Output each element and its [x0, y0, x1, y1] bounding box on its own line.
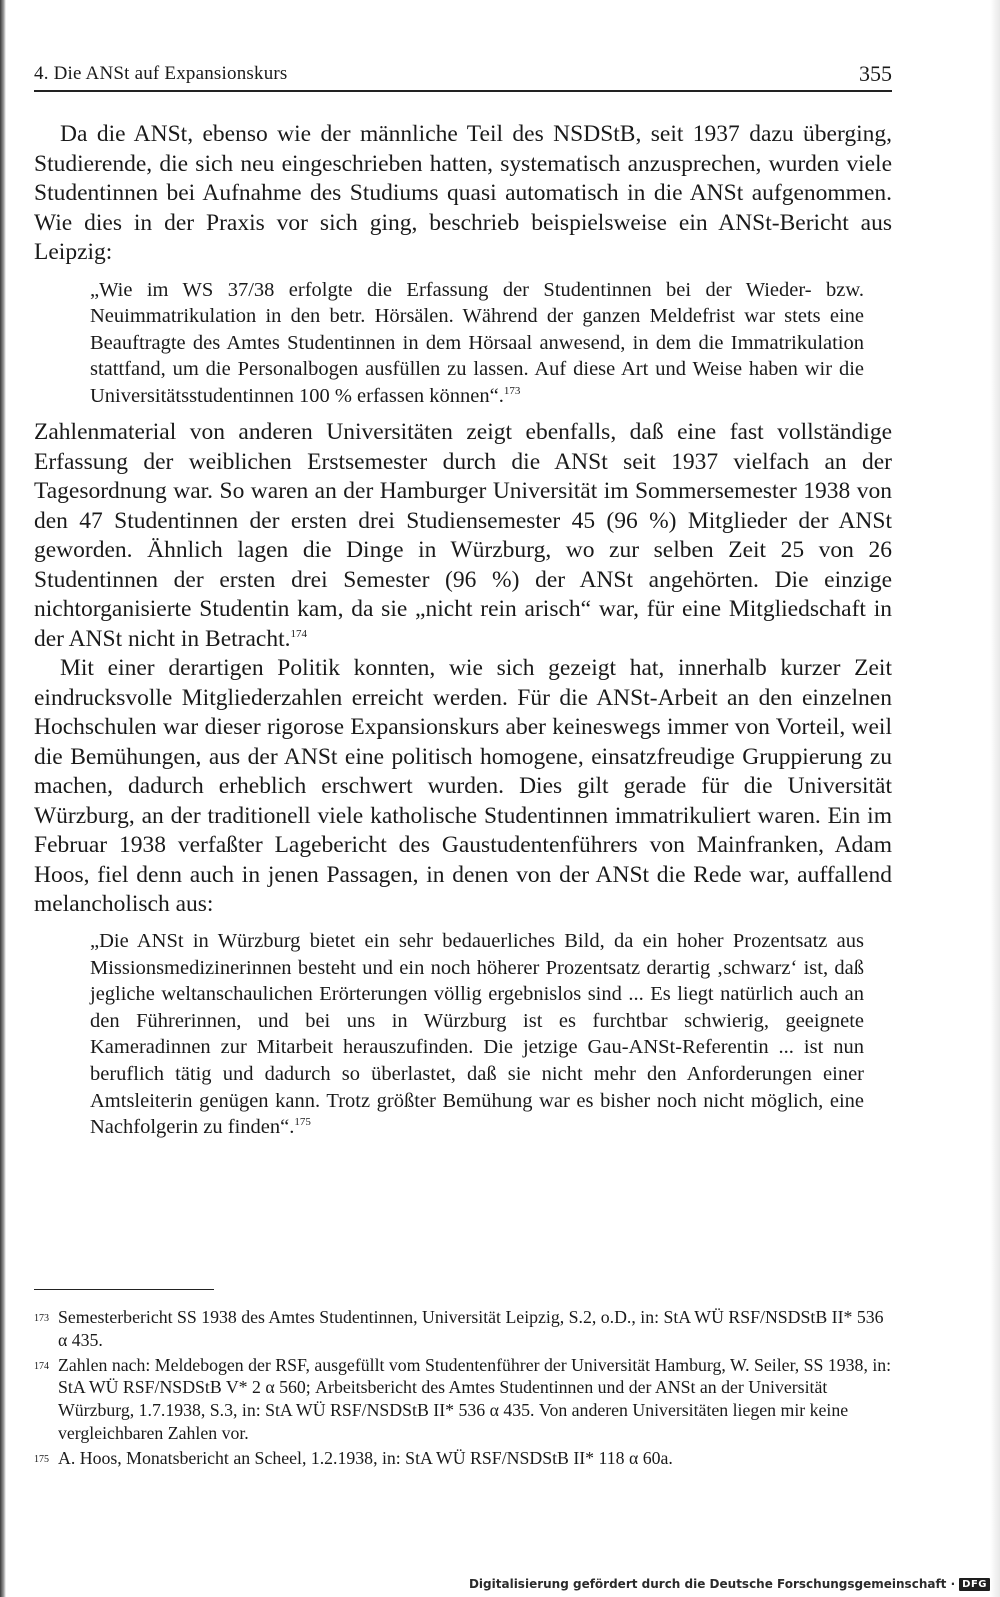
- block-quote-1: [90, 277, 864, 410]
- footnote-number: 173: [34, 1313, 49, 1324]
- footnotes: [34, 1306, 894, 1474]
- paragraph-2: [34, 418, 892, 654]
- block-quote-2: [90, 928, 864, 1141]
- main-text: [34, 120, 892, 1150]
- running-head: 4. Die ANSt auf Expansionskurs: [34, 63, 288, 84]
- footnote-ref-175[interactable]: 175: [294, 1116, 311, 1129]
- page-right-edge: [990, 0, 1000, 1597]
- footnote-173: [34, 1306, 894, 1352]
- footnote-text: Semesterbericht SS 1938 des Amtes Studentinnen, Universität Leipzig, S.2, o.D., in: StA WÜ RSF/NSDStB II* 536 α 435.: [58, 1307, 884, 1350]
- footnote-174: [34, 1354, 894, 1445]
- page-header: [34, 60, 892, 92]
- footnote-ref-174[interactable]: 174: [290, 628, 307, 641]
- footnote-number: 175: [34, 1453, 49, 1465]
- footnote-number: 174: [34, 1360, 49, 1372]
- paragraph-3: Mit einer derartigen Politik konnten, wie sich gezeigt hat, innerhalb kurzer Zeit eindrucksvolle Mitgliederzahlen erreicht werden. Für die ANSt-Arbeit an den einzelnen Hochschulen war dieser rigorose Expansionskurs aber keineswegs immer von Vorteil, weil die Bemühungen, aus der ANSt eine politisch homogene, einsatzfreudige Gruppierung zu machen, dadurch erheblich erschwert wurden. Dies gilt gerade für die Universität Würzburg, an der traditionell viele katholische Studentinnen immatrikuliert waren. Ein im Februar 1938 verfaßter Lagebericht des Gaustudentenführers von Mainfranken, Adam Hoos, fiel denn auch in jenen Passagen, in denen von der ANSt die Rede war, auffallend melancholisch aus:: [34, 655, 892, 918]
- footnote-text: Zahlen nach: Meldebogen der RSF, ausgefüllt vom Studentenführer der Universität Hamburg, W. Seiler, SS 1938, in: StA WÜ RSF/NSDStB V* 2 α 560; Arbeitsbericht des Amtes Studentinnen und der ANSt an der Universität Würzburg, 1.7.1938, S.3, in: StA WÜ RSF/NSDStB II* 536 α 435. Von anderen Universitäten liegen mir keine vergleichbaren Zahlen vor.: [58, 1354, 892, 1443]
- footnote-text: A. Hoos, Monatsbericht an Scheel, 1.2.1938, in: StA WÜ RSF/NSDStB II* 118 α 60a.: [58, 1447, 673, 1468]
- footnote-175: [34, 1447, 894, 1472]
- block-quote-2-text: „Die ANSt in Würzburg bietet ein sehr bedauerliches Bild, da ein hoher Prozentsatz aus Missionsmedizinerinnen besteht und ein noch höherer Prozentsatz derartig ‚schwarz‘ ist, daß jegliche weltanschaulichen Erörterungen völlig ergebnislos sind ... Es liegt natürlich auch an den Führerinnen, und bei uns in Würzburg ist es furchtbar schwierig, geeignete Kameradinnen zur Mitarbeit herauszufinden. Die jetzige Gau-ANSt-Referentin ... ist nun beruflich tätig und dadurch so überlastet, daß sie nicht mehr den Anforderungen einer Amtsleiterin genügen kann. Trotz größter Bemühung war es bisher noch nicht möglich, eine Nachfolgerin zu finden“.: [90, 929, 864, 1139]
- paragraph-1: Da die ANSt, ebenso wie der männliche Teil des NSDStB, seit 1937 dazu überging, Studierende, die sich neu eingeschrieben hatten, systematisch anzusprechen, wurden viele Studentinnen bei Aufnahme des Studiums quasi automatisch in die ANSt aufgenommen. Wie dies in der Praxis vor sich ging, beschrieb beispielsweise ein ANSt-Bericht aus Leipzig:: [34, 121, 892, 265]
- footnote-divider: [34, 1289, 214, 1290]
- dfg-logo-icon: DFG: [959, 1578, 990, 1591]
- footnote-ref-173[interactable]: 173: [503, 385, 521, 398]
- page-number: 355: [859, 61, 892, 86]
- page-binding-edge: [0, 0, 6, 1597]
- paragraph-2-text: Zahlenmaterial von anderen Universitäten zeigt ebenfalls, daß eine fast vollständige Erfassung der weiblichen Erstsemester durch die ANSt seit 1937 vielfach an der Tagesordnung war. So waren an der Hamburger Universität im Sommersemester 1938 von den 47 Studentinnen der ersten drei Studiensemester 45 (96 %) Mitglieder der ANSt geworden. Ähnlich lagen die Dinge in Würzburg, wo zur selben Zeit 25 von 26 Studentinnen der ersten drei Semester (96 %) der ANSt angehörten. Die einzige nichtorganisierte Studentin kam, da sie „nicht rein arisch“ war, für eine Mitgliedschaft in der ANSt nicht in Betracht.: [34, 419, 892, 652]
- digitization-notice: [469, 1577, 990, 1591]
- digitization-notice-text: Digitalisierung gefördert durch die Deutsche Forschungsgemeinschaft ·: [468, 1577, 956, 1591]
- block-quote-1-text: „Wie im WS 37/38 erfolgte die Erfassung der Studentinnen bei der Wieder- bzw. Neuimmatrikulation in den betr. Hörsälen. Während der ganzen Meldefrist war stets eine Beauftragte des Amtes Studentinnen in dem Hörsaal anwesend, in dem die Immatrikulation stattfand, um die Personalbogen ausfüllen zu lassen. Auf diese Art und Weise haben wir die Universitätsstudentinnen 100 % erfassen können“.: [90, 278, 864, 407]
